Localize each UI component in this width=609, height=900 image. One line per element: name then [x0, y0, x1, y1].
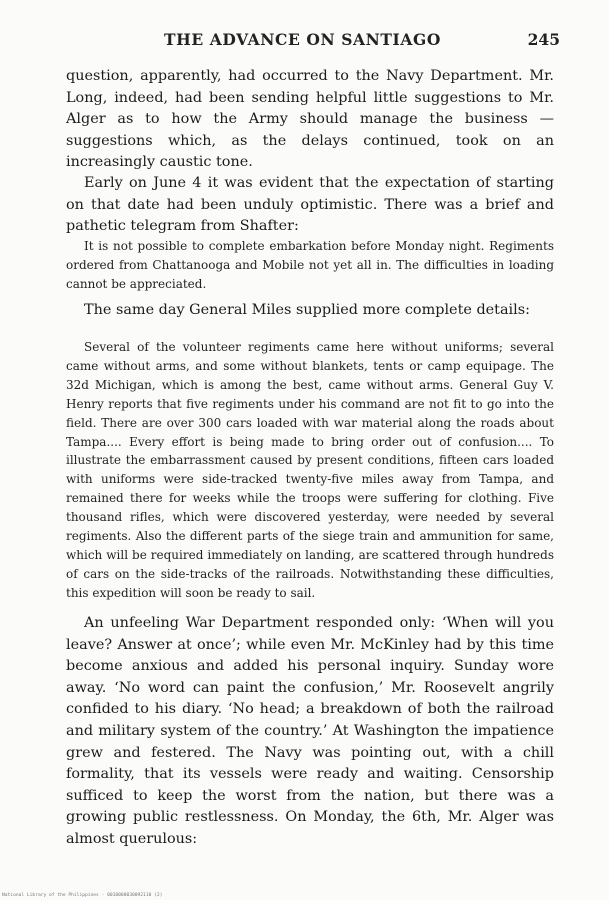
paragraph-miles-intro: The same day General Miles supplied more complete details: [84, 302, 530, 318]
running-title: THE ADVANCE ON SANTIAGO [164, 30, 441, 49]
page-header [72, 30, 560, 54]
quote-miles-details: Several of the volunteer regiments came here without uniforms; several came without arms, and some without blankets, tents or camp equipage. The 32d Michigan, which is among the best, came without arms. General Guy V. Henry reports that five regiments under his command are not fit to go into the field. There are over 300 cars loaded with war material along the roads about Tampa.... Every effort is being made to bring order out of confusion.... To illustrate the embarrassment caused by present conditions, fifteen cars loaded with uniforms were side-tracked twenty-five miles away from Tampa, and remained there for weeks while the troops were suffering for clothing. Five thousand rifles, which were discovered yesterday, were needed by several regiments. Also the different parts of the siege train and ammunition for same, which will be required immediately on landing, are scattered through hundreds of cars on the side-tracks of the railroads. Notwithstanding these difficulties, this expedition will soon be ready to sail. [66, 340, 554, 600]
paragraph-june-four: Early on June 4 it was evident that the expectation of starting on that date had been unduly optimistic. There was a brief and pathetic telegram from Shafter: [66, 175, 554, 235]
quote-shafter-telegram: It is not possible to complete embarkation before Monday night. Regiments ordered from Chattanooga and Mobile not yet all in. The difficulties in loading cannot be appreciated. [66, 239, 554, 291]
page-number: 245 [527, 30, 560, 49]
paragraph-war-department: An unfeeling War Department responded only: ‘When will you leave? Answer at once’; while even Mr. McKinley had by this time become anxious and added his personal inquiry. Sunday wore away. ‘No word can paint the confusion,’ Mr. Roosevelt angrily confided to his diary. ‘No head; a breakdown of both the railroad and military system of the country.’ At Washington the impatience grew and festered. The Navy was pointing out, with a chill formality, that its vessels were ready and waiting. Censorship sufficed to keep the worst from the nation, but there was a growing public restlessness. On Monday, the 6th, Mr. Alger was almost querulous: [66, 615, 554, 847]
scan-footer-stamp: National Library of the Philippines · 0010000030092110 (2) [2, 893, 163, 898]
paragraph-continuation: question, apparently, had occurred to the Navy Department. Mr. Long, indeed, had been sending helpful little suggestions to Mr. Alger as to how the Army should manage the business — suggestions which, as the delays continued, took on an increasingly caustic tone. [66, 68, 554, 171]
